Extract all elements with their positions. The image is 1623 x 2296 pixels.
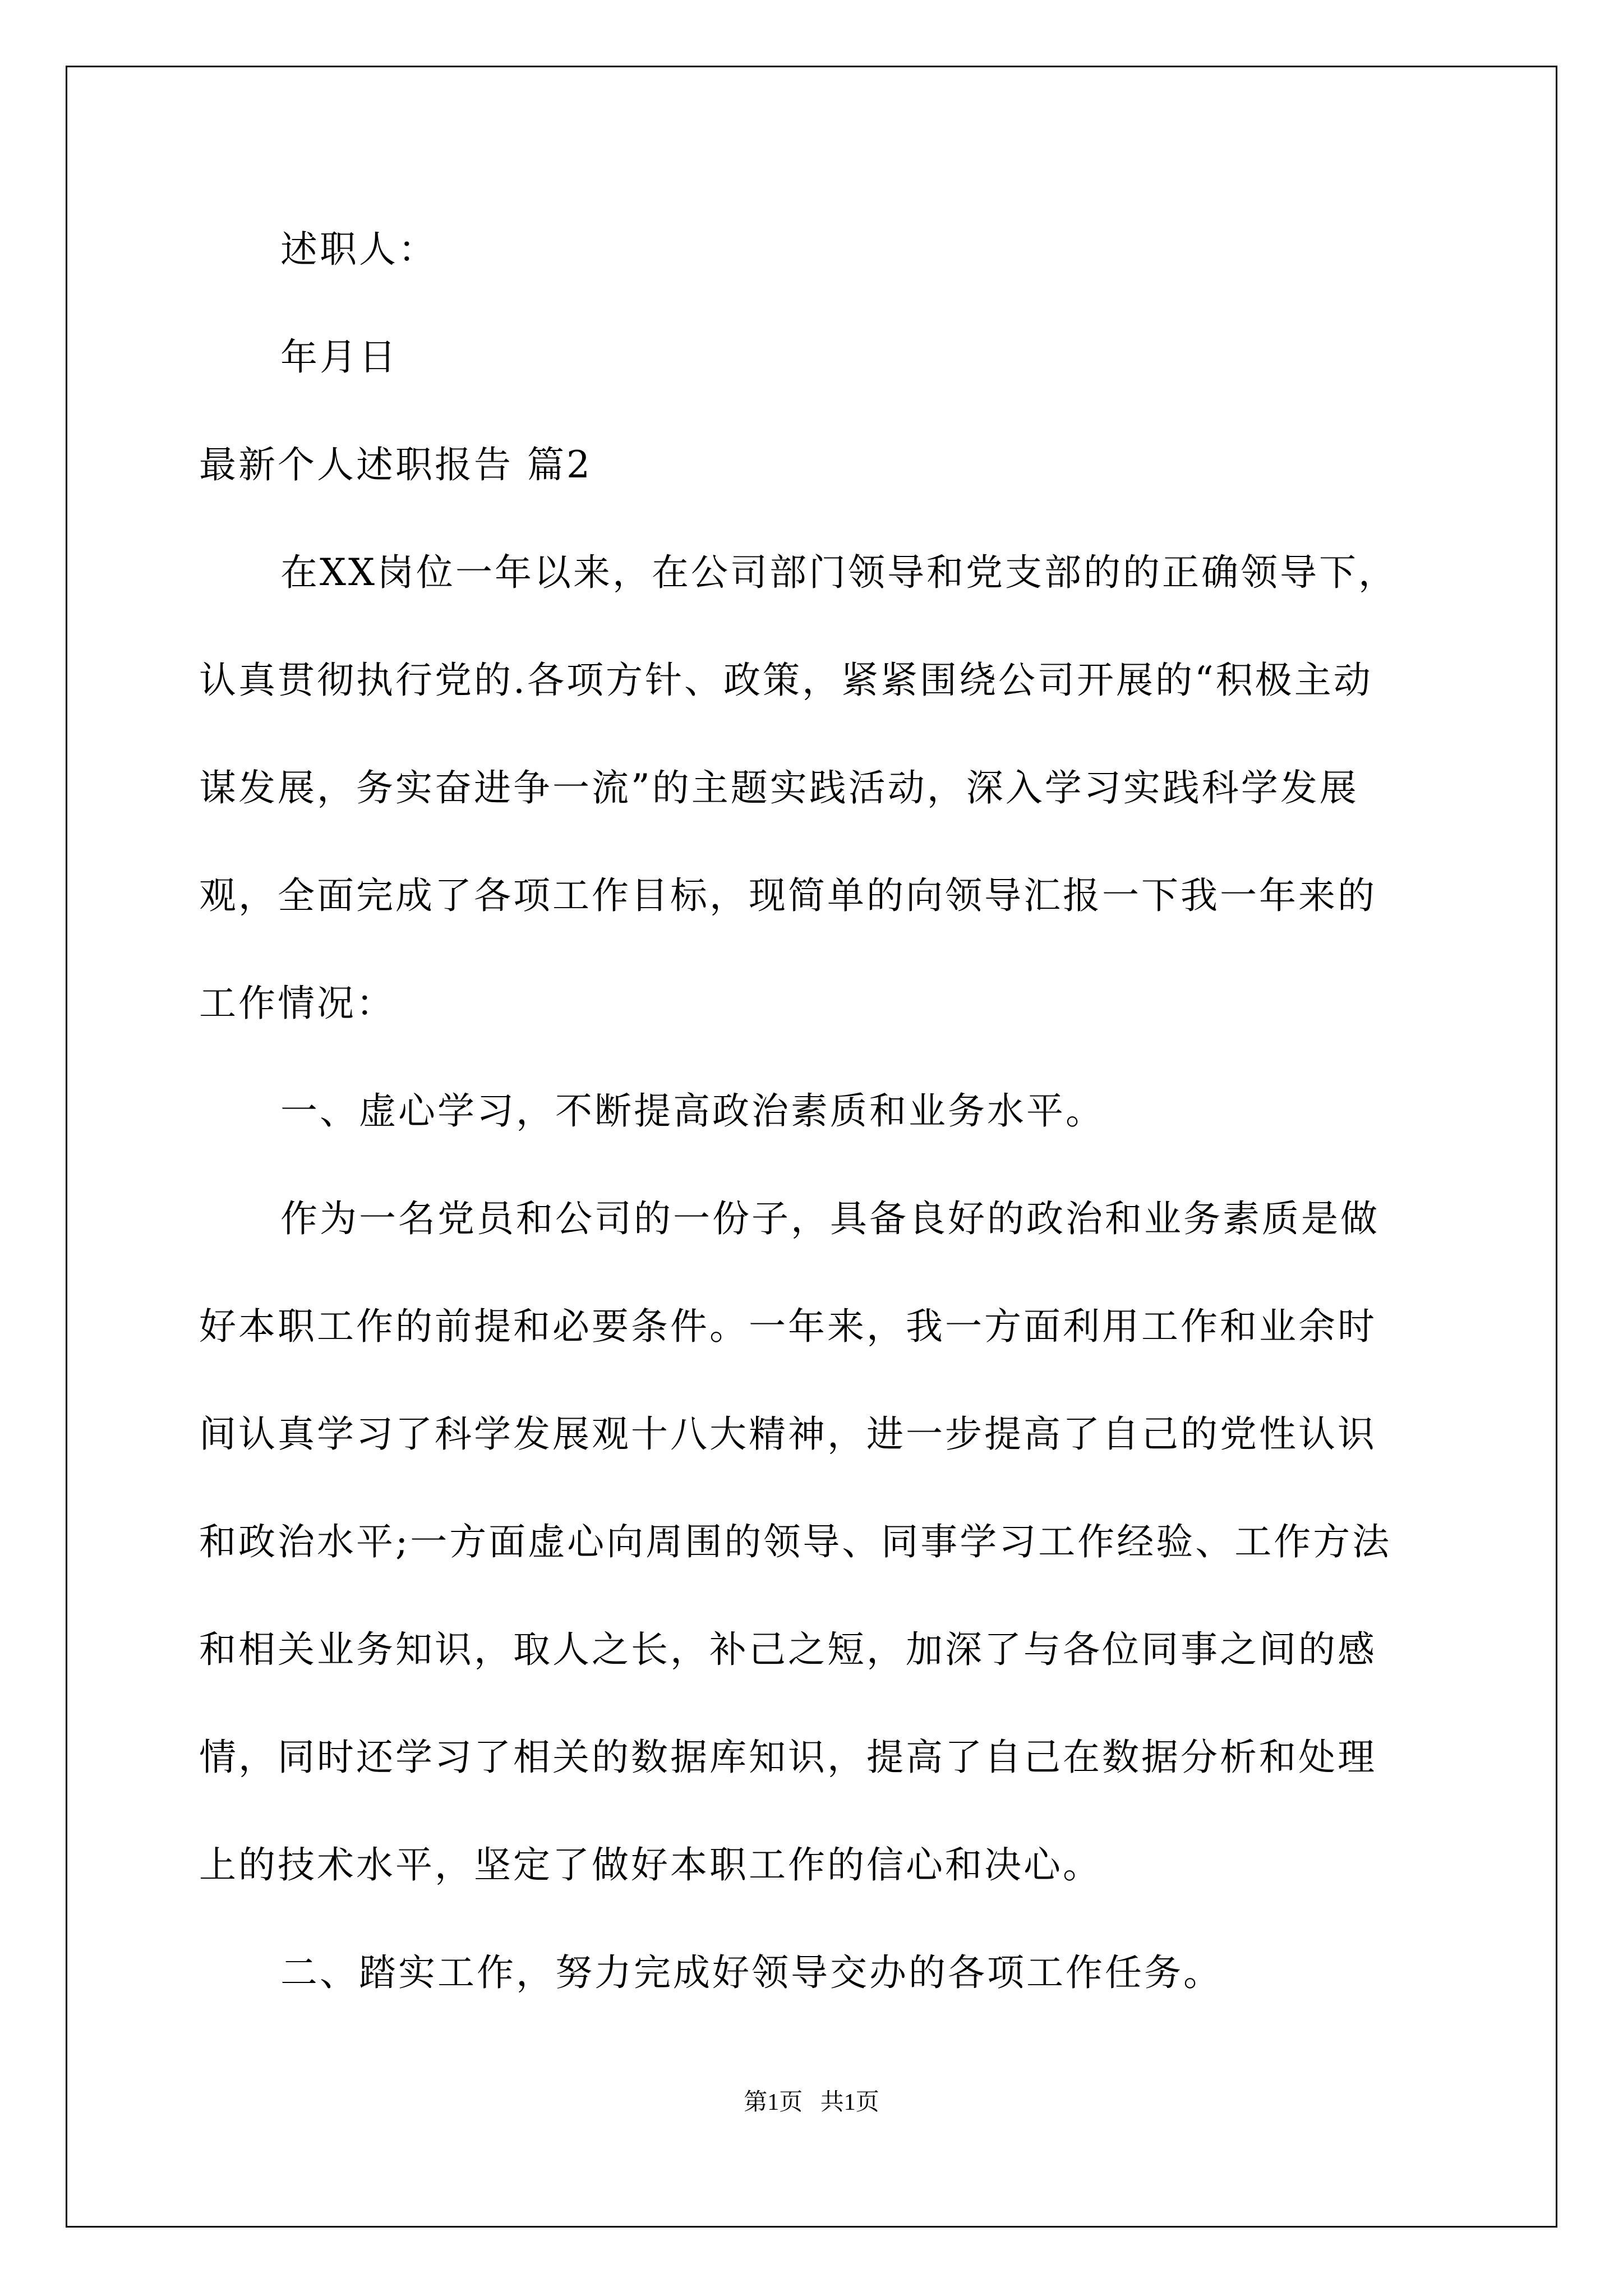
- subheading: 一、虚心学习，不断提高政治素质和业务水平。: [280, 1089, 1105, 1133]
- paragraph-line: 和政治水平;一方面虚心向周围的领导、同事学习工作经验、工作方法: [199, 1520, 1392, 1563]
- paragraph-line: 观，全面完成了各项工作目标，现简单的向领导汇报一下我一年来的: [199, 874, 1377, 917]
- paragraph-line: 情，同时还学习了相关的数据库知识，提高了自己在数据分析和处理: [199, 1736, 1377, 1779]
- paragraph-line: 上的技术水平，坚定了做好本职工作的信心和决心。: [199, 1843, 1102, 1887]
- paragraph-line: 谋发展，务实奋进争一流”的主题实践活动，深入学习实践科学发展: [199, 766, 1359, 809]
- paragraph-line: 好本职工作的前提和必要条件。一年来，我一方面利用工作和业余时: [199, 1305, 1377, 1348]
- paragraph-line: 工作情况：: [199, 982, 395, 1025]
- paragraph-line: 认真贯彻执行党的.各项方针、政策，紧紧围绕公司开展的“积极主动: [199, 659, 1373, 702]
- paragraph-line: 和相关业务知识，取人之长，补己之短，加深了与各位同事之间的感: [199, 1628, 1377, 1671]
- paragraph-line: 作为一名党员和公司的一份子，具备良好的政治和业务素质是做: [280, 1197, 1380, 1240]
- section-heading: 最新个人述职报告 篇2: [199, 443, 592, 486]
- signature-label: 述职人：: [280, 228, 437, 271]
- date-label: 年月日: [280, 335, 398, 379]
- paragraph-line: 在XX岗位一年以来，在公司部门领导和党支部的的正确领导下，: [280, 551, 1398, 594]
- page-footer: 第1页 共1页: [744, 2090, 879, 2115]
- page-border: [66, 66, 1557, 2228]
- paragraph-line: 间认真学习了科学发展观十八大精神，进一步提高了自己的党性认识: [199, 1412, 1377, 1456]
- subheading: 二、踏实工作，努力完成好领导交办的各项工作任务。: [280, 1951, 1223, 1994]
